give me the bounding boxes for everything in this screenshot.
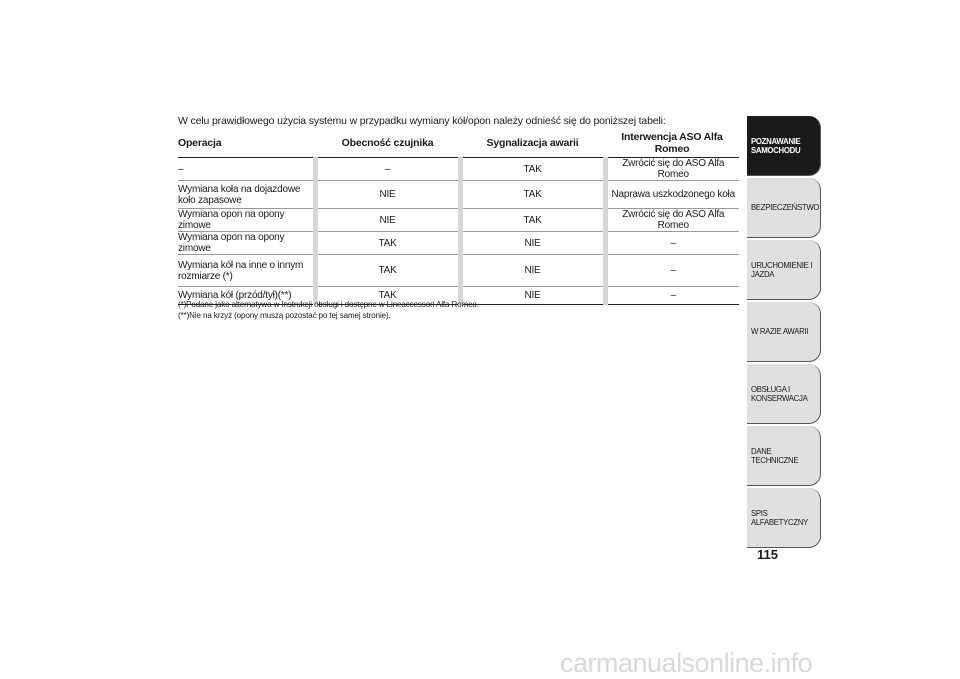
table-row xyxy=(178,181,739,209)
header-operation: Operacja xyxy=(178,129,315,158)
table-cell: Wymiana koła na dojazdowe koło zapasowe xyxy=(178,181,315,209)
tab-label: BEZPIECZEŃSTWO xyxy=(751,203,820,212)
tab-uruchomienie-i-jazda[interactable] xyxy=(747,240,821,300)
table-cell: NIE xyxy=(315,209,460,232)
table-cell: Wymiana opon na opony zimowe xyxy=(178,209,315,232)
header-service-intervention: Interwencja ASO Alfa Romeo xyxy=(605,129,739,158)
tab-label: SPIS ALFABETYCZNY xyxy=(751,508,809,527)
table-cell: TAK xyxy=(460,181,605,209)
table-cell: Naprawa uszkodzonego koła xyxy=(605,181,739,209)
watermark: carmanualsonline.info xyxy=(560,648,813,678)
table-cell: Wymiana opon na opony zimowe xyxy=(178,232,315,255)
tab-label: W RAZIE AWARII xyxy=(751,327,809,336)
table-cell: – xyxy=(605,232,739,255)
table-cell: NIE xyxy=(460,255,605,287)
table-cell: Wymiana kół (przód/tył)(**) xyxy=(178,287,315,305)
table-cell: NIE xyxy=(460,232,605,255)
table-cell: Zwrócić się do ASO Alfa Romeo xyxy=(605,158,739,181)
footnote-1: (*)Podane jako alternatywa w Instrukcji obsługi i dostępne w Lineaccessori Alfa Romeo. xyxy=(178,300,479,309)
chapter-tabs xyxy=(747,116,821,550)
tab-label: URUCHOMIENIE I JAZDA xyxy=(751,260,813,279)
tab-label: DANE TECHNICZNE xyxy=(751,446,799,465)
intro-text: W celu prawidłowego użycia systemu w przypadku wymiany kół/opon należy odnieść się do poniższej tabeli: xyxy=(178,115,666,127)
table-cell: Wymiana kół na inne o innym rozmiarze (*) xyxy=(178,255,315,287)
table-row xyxy=(178,255,739,287)
table-row xyxy=(178,232,739,255)
tab-dane-techniczne[interactable] xyxy=(747,426,821,486)
table-cell: Zwrócić się do ASO Alfa Romeo xyxy=(605,209,739,232)
table-cell: – xyxy=(315,158,460,181)
table-cell: TAK xyxy=(315,287,460,305)
header-sensor-presence: Obecność czujnika xyxy=(315,129,460,158)
tab-spis-alfabetyczny[interactable] xyxy=(747,488,821,548)
tab-poznawanie-samochodu[interactable] xyxy=(747,116,821,176)
table-cell: TAK xyxy=(315,232,460,255)
table-row xyxy=(178,209,739,232)
table-cell: – xyxy=(605,287,739,305)
footnotes xyxy=(178,300,738,321)
table-cell: NIE xyxy=(460,287,605,305)
table-cell: – xyxy=(605,255,739,287)
table-cell: – xyxy=(178,158,315,181)
table-cell: TAK xyxy=(460,209,605,232)
table-cell: TAK xyxy=(315,255,460,287)
footnote-2: (**)Nie na krzyż (opony muszą pozostać po tej samej stronie). xyxy=(178,310,391,320)
tab-label: OBSŁUGA I KONSERWACJA xyxy=(751,384,808,403)
table-row xyxy=(178,158,739,181)
tab-w-razie-awarii[interactable] xyxy=(747,302,821,362)
tire-change-table xyxy=(178,129,739,305)
tab-obsluga-i-konserwacja[interactable] xyxy=(747,364,821,424)
page-number: 115 xyxy=(757,547,778,562)
header-fault-signal: Sygnalizacja awarii xyxy=(460,129,605,158)
table-header-row xyxy=(178,129,739,158)
table-cell: NIE xyxy=(315,181,460,209)
table-cell: TAK xyxy=(460,158,605,181)
tab-label: POZNAWANIE SAMOCHODU xyxy=(751,136,801,155)
tab-bezpieczenstwo[interactable] xyxy=(747,178,821,238)
